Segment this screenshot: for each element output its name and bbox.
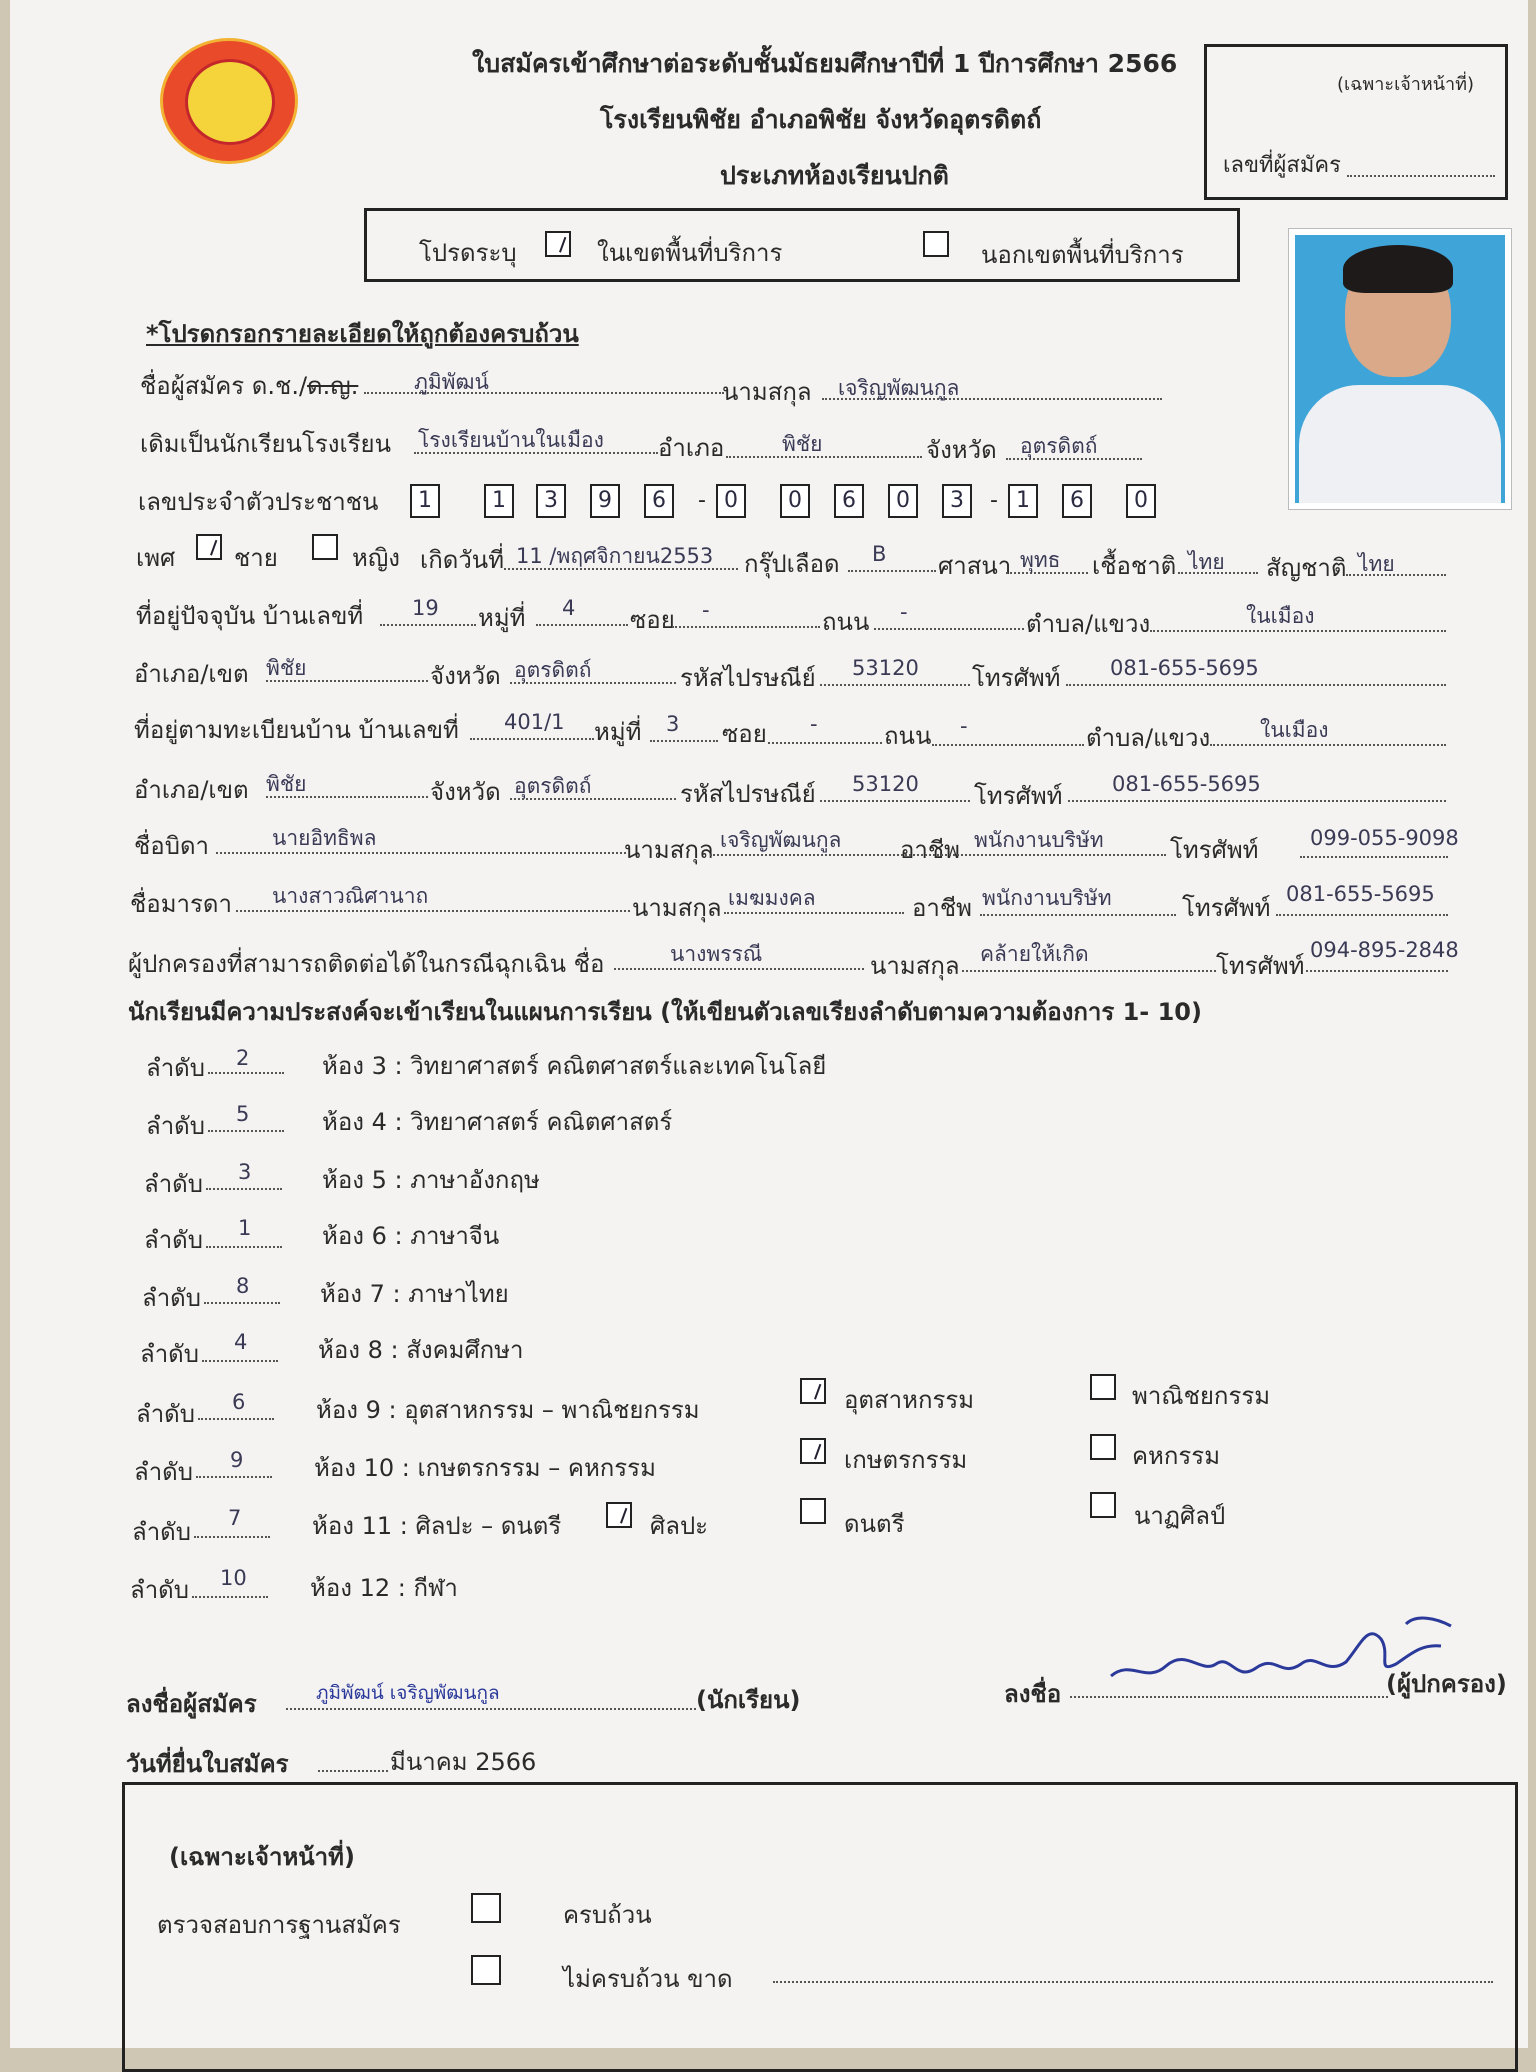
id-digit-box[interactable]: 6 [644,484,674,518]
male-checkbox[interactable] [196,534,222,560]
female-label: หญิง [352,544,400,572]
registered-moo-label: หมู่ที่ [594,718,642,746]
guardian-name[interactable]: นางพรรณี [670,942,763,966]
plan-room-label: ห้อง 6 : ภาษาจีน [322,1222,500,1250]
rank-label: ลำดับ [144,1226,204,1254]
nationality-field[interactable]: ไทย [1358,552,1395,576]
music-label: ดนตรี [844,1510,905,1538]
classroom-type: ประเภทห้องเรียนปกติ [720,161,949,190]
guardian-signature-label: ลงชื่อ [1004,1680,1062,1708]
religion-label: ศาสนา [938,552,1012,580]
current-province[interactable]: อุตรดิตถ์ [514,658,592,682]
plan-room-label: ห้อง 7 : ภาษาไทย [320,1280,509,1308]
prev-province-label: จังหวัด [926,436,997,464]
rank-label: ลำดับ [136,1400,196,1428]
student-tag: (นักเรียน) [696,1686,801,1714]
id-digit-box[interactable]: 9 [590,484,620,518]
religion-field[interactable]: พุทธ [1020,548,1061,572]
plan-room-label: ห้อง 11 : ศิลปะ – ดนตรี [312,1512,562,1540]
applicant-signature-label: ลงชื่อผู้สมัคร [126,1690,257,1718]
registered-moo[interactable]: 3 [666,712,680,736]
official-box-top [1204,44,1508,200]
plan-room-label: ห้อง 4 : วิทยาศาสตร์ คณิตศาสตร์ [322,1108,673,1136]
in-zone-label: ในเขตพื้นที่บริการ [597,239,783,267]
current-moo[interactable]: 4 [562,596,576,620]
rank-field[interactable]: 1 [238,1216,252,1240]
male-label: ชาย [234,544,278,572]
official-box-title: (เฉพาะเจ้าหน้าที่) [169,1843,355,1871]
plan-room-label: ห้อง 10 : เกษตรกรรม – คหกรรม [314,1454,656,1482]
agriculture-checkbox[interactable] [800,1438,826,1464]
surname-field[interactable]: เจริญพัฒนกูล [838,376,960,400]
current-district[interactable]: พิชัย [266,656,307,680]
father-phone[interactable]: 099-055-9098 [1310,826,1459,850]
father-label: ชื่อบิดา [134,832,209,860]
official-box-bottom [122,1782,1518,2072]
id-digit-box[interactable]: 3 [942,484,972,518]
current-district-label: อำเภอ/เขต [134,660,249,688]
id-dash: - [990,488,998,513]
father-surname-label: นามสกุล [624,836,714,864]
registered-postcode[interactable]: 53120 [852,772,919,796]
applicant-no-line[interactable] [1347,175,1495,177]
music-checkbox[interactable] [800,1498,826,1524]
submit-date-value[interactable]: มีนาคม 2566 [390,1748,537,1776]
home-ec-checkbox[interactable] [1090,1434,1116,1460]
art-label: ศิลปะ [650,1512,709,1540]
mother-surname[interactable]: เมฆมงคล [728,886,816,910]
industry-checkbox[interactable] [800,1378,826,1404]
rank-label: ลำดับ [130,1576,190,1604]
complete-label: ครบถ้วน [563,1901,652,1929]
guardian-phone[interactable]: 094-895-2848 [1310,938,1459,962]
prev-province-field[interactable]: อุตรดิตถ์ [1020,434,1098,458]
registered-road[interactable]: - [960,714,968,738]
rank-label: ลำดับ [146,1112,206,1140]
id-digit-box[interactable]: 3 [536,484,566,518]
registered-soi-label: ซอย [722,720,767,748]
current-phone[interactable]: 081-655-5695 [1110,656,1259,680]
mother-occupation[interactable]: พนักงานบริษัท [982,886,1112,910]
instruction: *โปรดกรอกรายละเอียดให้ถูกต้องครบถ้วน [146,320,579,348]
current-moo-label: หมู่ที่ [478,604,526,632]
guardian-surname[interactable]: คล้ายให้เกิด [980,942,1089,966]
rank-label: ลำดับ [142,1284,202,1312]
dance-label: นาฏศิลป์ [1134,1502,1226,1530]
rank-field[interactable]: 6 [232,1390,246,1414]
registered-phone-label: โทรศัพท์ [974,782,1063,810]
rank-field[interactable]: 4 [234,1330,248,1354]
current-soi[interactable]: - [702,598,710,622]
plans-heading: นักเรียนมีความประสงค์จะเข้าเรียนในแผนการเรียน (ให้เขียนตัวเลขเรียงลำดับตามความต้องการ 1- 10) [128,998,1202,1026]
id-digit-box[interactable]: 1 [1008,484,1038,518]
plan-room-label: ห้อง 5 : ภาษาอังกฤษ [322,1166,540,1194]
rank-label: ลำดับ [134,1458,194,1486]
current-road[interactable]: - [900,600,908,624]
applicant-photo [1288,228,1512,510]
race-field[interactable]: ไทย [1188,550,1225,574]
mother-phone[interactable]: 081-655-5695 [1286,882,1435,906]
document-check-label: ตรวจสอบการฐานสมัคร [157,1911,401,1939]
father-name[interactable]: นายอิทธิพล [272,826,377,850]
rank-label: ลำดับ [146,1054,206,1082]
guardian-label: ผู้ปกครองที่สามารถติดต่อได้ในกรณีฉุกเฉิน ชื่อ [128,950,605,978]
father-surname[interactable]: เจริญพัฒนกูล [720,828,842,852]
id-digit-box[interactable]: 0 [780,484,810,518]
commerce-label: พาณิชยกรรม [1132,1382,1271,1410]
id-label: เลขประจำตัวประชาชน [138,488,379,516]
industry-label: อุตสาหกรรม [844,1386,975,1414]
registered-province-label: จังหวัด [430,778,501,806]
mother-occupation-label: อาชีพ [912,894,972,922]
out-zone-label: นอกเขตพื้นที่บริการ [981,241,1184,269]
father-occupation-label: อาชีพ [900,836,960,864]
submit-date-label: วันที่ยื่นใบสมัคร [126,1750,289,1778]
rank-label: ลำดับ [144,1170,204,1198]
surname-label: นามสกุล [722,378,812,406]
mother-name[interactable]: นางสาวณิศานาถ [272,884,429,908]
applicant-signature[interactable]: ภูมิพัฒน์ เจริญพัฒนกูล [316,1682,500,1704]
prev-school-field[interactable]: โรงเรียนบ้านในเมือง [418,428,604,452]
current-house-no[interactable]: 19 [412,596,439,620]
current-subdistrict[interactable]: ในเมือง [1246,604,1315,628]
race-label: เชื้อชาติ [1092,552,1177,580]
id-dash: - [698,488,706,513]
rank-field[interactable]: 5 [236,1102,250,1126]
missing-docs-line[interactable] [773,1981,1493,1983]
rank-label: ลำดับ [140,1340,200,1368]
id-digit-box[interactable]: 0 [888,484,918,518]
id-digit-box[interactable]: 6 [1062,484,1092,518]
guardian-surname-label: นามสกุล [870,952,960,980]
rank-field[interactable]: 2 [236,1046,250,1070]
rank-label: ลำดับ [132,1518,192,1546]
registered-subdistrict[interactable]: ในเมือง [1260,718,1329,742]
current-road-label: ถนน [822,608,870,636]
current-address-label: ที่อยู่ปัจจุบัน บ้านเลขที่ [136,602,364,630]
prev-district-label: อำเภอ [658,434,725,462]
school-name: โรงเรียนพิชัย อำเภอพิชัย จังหวัดอุตรดิตถ์ [600,105,1042,134]
registered-province[interactable]: อุตรดิตถ์ [514,774,592,798]
dob-label: เกิดวันที่ [420,546,505,574]
plan-room-label: ห้อง 3 : วิทยาศาสตร์ คณิตศาสตร์และเทคโนโลยี [322,1052,827,1080]
registered-district[interactable]: พิชัย [266,772,307,796]
blood-label: กรุ๊ปเลือด [744,550,840,578]
current-subdistrict-label: ตำบล/แขวง [1026,610,1151,638]
plan-room-label: ห้อง 9 : อุตสาหกรรม – พาณิชยกรรม [316,1396,700,1424]
zone-prompt: โปรดระบุ [419,239,517,267]
rank-field[interactable]: 9 [230,1448,244,1472]
current-phone-label: โทรศัพท์ [972,664,1061,692]
dance-checkbox[interactable] [1090,1492,1116,1518]
mother-surname-label: นามสกุล [632,894,722,922]
prev-school-label: เดิมเป็นนักเรียนโรงเรียน [140,430,392,458]
registered-road-label: ถนน [884,722,932,750]
father-occupation[interactable]: พนักงานบริษัท [974,828,1104,852]
registered-district-label: อำเภอ/เขต [134,776,249,804]
registered-subdistrict-label: ตำบล/แขวง [1086,724,1211,752]
in-zone-checkbox[interactable] [545,231,571,257]
name-label: ชื่อผู้สมัคร ด.ช./ด.ญ. [140,372,359,400]
agriculture-label: เกษตรกรรม [844,1446,968,1474]
id-digit-box[interactable]: 1 [410,484,440,518]
female-checkbox[interactable] [312,534,338,560]
incomplete-checkbox[interactable] [471,1955,501,1985]
mother-phone-label: โทรศัพท์ [1182,894,1271,922]
id-digit-box[interactable]: 6 [834,484,864,518]
registered-soi[interactable]: - [810,712,818,736]
first-name-field[interactable]: ภูมิพัฒน์ [414,370,489,394]
rank-field[interactable]: 10 [220,1566,247,1590]
rank-field[interactable]: 8 [236,1274,250,1298]
registered-house-no[interactable]: 401/1 [504,710,565,734]
applicant-no-label: เลขที่ผู้สมัคร [1223,153,1341,178]
current-postcode-label: รหัสไปรษณีย์ [680,664,816,692]
guardian-tag: (ผู้ปกครอง) [1386,1670,1507,1698]
school-emblem-icon [185,59,275,145]
plan-room-label: ห้อง 12 : กีฬา [310,1574,458,1602]
application-form [10,0,1528,2048]
official-only-label: (เฉพาะเจ้าหน้าที่) [1337,74,1475,95]
id-digit-box[interactable]: 1 [484,484,514,518]
father-phone-label: โทรศัพท์ [1170,836,1259,864]
school-logo [160,38,298,164]
current-soi-label: ซอย [630,606,675,634]
art-checkbox[interactable] [606,1502,632,1528]
plan-room-label: ห้อง 8 : สังคมศึกษา [318,1336,524,1364]
dob-field[interactable]: 11 /พฤศจิกายน2553 [516,544,714,568]
id-digit-box[interactable]: 0 [716,484,746,518]
registered-address-label: ที่อยู่ตามทะเบียนบ้าน บ้านเลขที่ [134,716,459,744]
incomplete-label: ไม่ครบถ้วน ขาด [563,1965,733,1993]
rank-field[interactable]: 3 [238,1160,252,1184]
current-postcode[interactable]: 53120 [852,656,919,680]
registered-phone[interactable]: 081-655-5695 [1112,772,1261,796]
zone-box [364,208,1240,282]
form-title: ใบสมัครเข้าศึกษาต่อระดับชั้นมัธยมศึกษาปีที่ 1 ปีการศึกษา 2566 [472,49,1178,78]
guardian-phone-label: โทรศัพท์ [1216,952,1305,980]
current-province-label: จังหวัด [430,662,501,690]
commerce-checkbox[interactable] [1090,1374,1116,1400]
prev-district-field[interactable]: พิชัย [782,432,823,456]
mother-label: ชื่อมารดา [130,890,232,918]
out-zone-checkbox[interactable] [923,231,949,257]
complete-checkbox[interactable] [471,1893,501,1923]
rank-field[interactable]: 7 [228,1506,242,1530]
sex-label: เพศ [136,544,176,572]
registered-postcode-label: รหัสไปรษณีย์ [680,780,816,808]
id-digit-box[interactable]: 0 [1126,484,1156,518]
nationality-label: สัญชาติ [1266,554,1347,582]
blood-field[interactable]: B [872,542,887,566]
home-ec-label: คหกรรม [1132,1442,1221,1470]
